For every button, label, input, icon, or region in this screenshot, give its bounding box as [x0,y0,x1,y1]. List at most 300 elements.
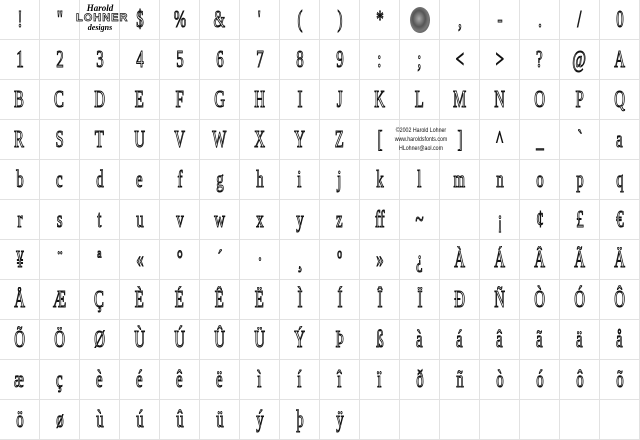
glyph: ( [297,6,302,33]
glyph-cell [520,360,560,400]
glyph: g [215,166,224,193]
glyph-cell [80,160,120,200]
glyph: ; [417,46,422,73]
glyph-cell [40,120,80,160]
glyph: ¥ [15,246,24,273]
glyph: 2 [55,46,64,73]
glyph: w [214,206,225,233]
glyph-cell [520,0,560,40]
glyph: ô [575,366,584,393]
logo-text: designs [87,23,113,32]
glyph-cell [560,200,600,240]
glyph-cell [0,280,40,320]
glyph: 4 [135,46,144,73]
glyph-cell [0,360,40,400]
glyph-cell [520,120,560,160]
glyph: * [375,6,384,33]
glyph: [ [377,126,382,153]
glyph: 5 [175,46,184,73]
glyph: L [414,86,425,113]
glyph-cell [560,40,600,80]
glyph: , [457,6,462,33]
glyph: D [94,86,105,113]
glyph: E [134,86,145,113]
glyph-cell [320,280,360,320]
glyph-cell [400,400,440,440]
glyph: Ò [534,286,545,313]
glyph: B [14,86,25,113]
glyph-cell [600,320,640,360]
glyph: ~ [415,206,424,233]
glyph: s [56,206,63,233]
glyph: þ [295,406,304,433]
glyph-cell [600,40,640,80]
glyph-cell [200,120,240,160]
glyph: ¢ [535,206,544,233]
glyph-cell [320,360,360,400]
glyph-cell [280,240,320,280]
glyph: è [96,366,103,393]
glyph-cell [280,160,320,200]
glyph-cell [520,240,560,280]
glyph-cell [240,120,280,160]
glyph-cell [0,40,40,80]
glyph-cell [160,80,200,120]
glyph-cell [560,280,600,320]
glyph: · [257,246,262,273]
glyph-cell [0,0,40,40]
glyph-cell [120,160,160,200]
glyph-cell [40,160,80,200]
glyph-cell [160,200,200,240]
glyph-cell [480,200,520,240]
glyph-cell [40,200,80,240]
glyph: Ì [297,286,302,313]
glyph: ö [15,406,24,433]
glyph-cell [80,80,120,120]
glyph: K [374,86,385,113]
glyph: ` [577,126,582,153]
glyph-cell [440,280,480,320]
glyph-cell [520,280,560,320]
glyph-cell [200,320,240,360]
glyph: F [175,86,184,113]
glyph: ê [176,366,183,393]
glyph-cell [520,160,560,200]
glyph: Ã [574,246,585,273]
glyph: 3 [95,46,104,73]
glyph: ] [457,126,462,153]
glyph-cell [320,200,360,240]
glyph-cell [120,120,160,160]
glyph: 9 [335,46,344,73]
glyph: P [575,86,584,113]
glyph-cell [0,320,40,360]
glyph: Ç [94,286,105,313]
glyph-cell [480,240,520,280]
glyph: H [254,86,265,113]
glyph: b [15,166,24,193]
glyph: ð [415,366,424,393]
glyph: I [297,86,302,113]
glyph: Ñ [494,286,505,313]
glyph-cell [400,0,440,40]
glyph: ú [135,406,144,433]
glyph-cell [0,80,40,120]
glyph-cell [160,160,200,200]
glyph-cell [520,320,560,360]
glyph: Â [534,246,545,273]
glyph-cell [320,240,360,280]
glyph-cell [520,400,560,440]
glyph-cell [400,160,440,200]
glyph-cell [280,200,320,240]
glyph: î [337,366,342,393]
glyph-cell [240,400,280,440]
glyph-cell [400,40,440,80]
glyph-cell [280,400,320,440]
glyph: ¿ [416,246,423,273]
glyph: £ [575,206,584,233]
glyph-cell [80,400,120,440]
glyph-cell [600,400,640,440]
glyph: M [452,86,467,113]
glyph-cell [160,320,200,360]
glyph-cell [400,360,440,400]
glyph: Å [14,286,25,313]
glyph-cell [40,0,80,40]
glyph: ó [535,366,544,393]
glyph-cell [200,360,240,400]
glyph-cell [120,80,160,120]
glyph-cell [600,240,640,280]
glyph: ¸ [297,246,302,273]
glyph-cell [360,400,400,440]
glyph: é [136,366,143,393]
glyph-cell [240,240,280,280]
glyph: ^ [495,126,503,153]
glyph-cell [320,80,360,120]
glyph: É [174,286,185,313]
glyph-cell [200,400,240,440]
glyph-cell [480,160,520,200]
glyph: € [615,206,624,233]
glyph: Ð [454,286,465,313]
glyph-cell [480,320,520,360]
glyph: h [255,166,264,193]
glyph-cell [280,120,320,160]
glyph: Þ [335,326,344,353]
glyph: ü [215,406,224,433]
glyph-cell [160,280,200,320]
glyph: Ö [54,326,65,353]
glyph-cell [240,0,280,40]
copyright-line: ©2002 Harold Lohner [395,127,447,134]
glyph-cell [240,160,280,200]
copyright-line: www.haroldsfonts.com [394,136,448,143]
glyph: k [375,166,384,193]
glyph-cell [440,240,480,280]
glyph: Ô [614,286,625,313]
glyph-cell [160,0,200,40]
glyph-cell [200,200,240,240]
glyph: á [456,326,463,353]
logo-text: Harold [86,3,114,13]
fingerprint-icon [410,7,430,33]
glyph-cell [600,360,640,400]
glyph: â [496,326,503,353]
glyph-cell [160,400,200,440]
glyph-cell [0,120,40,160]
glyph: È [134,286,145,313]
glyph: y [295,206,304,233]
glyph: & [213,6,226,33]
glyph: ý [255,406,264,433]
glyph: ù [95,406,104,433]
glyph-cell [320,400,360,440]
glyph: ï [377,366,382,393]
glyph-cell [480,80,520,120]
glyph-cell [440,40,480,80]
glyph: O [534,86,545,113]
logo-text: LOHNER [76,12,129,24]
glyph-cell [40,280,80,320]
glyph: A [614,46,625,73]
glyph-cell [440,80,480,120]
glyph: û [175,406,184,433]
glyph: ç [56,366,63,393]
glyph: d [95,166,104,193]
glyph-cell [360,320,400,360]
glyph: ? [536,46,543,73]
glyph-cell [360,0,400,40]
glyph-cell [120,280,160,320]
glyph: S [55,126,64,153]
glyph-cell [240,280,280,320]
glyph: e [136,166,143,193]
glyph: c [56,166,63,193]
glyph: v [175,206,184,233]
glyph-cell [360,240,400,280]
glyph: À [454,246,465,273]
glyph-cell [480,400,520,440]
glyph-cell [120,240,160,280]
glyph-cell [320,120,360,160]
glyph-cell [560,320,600,360]
glyph-cell [240,200,280,240]
glyph: X [254,126,265,153]
glyph-cell [440,400,480,440]
glyph: Ä [614,246,625,273]
glyph-cell [240,320,280,360]
glyph-cell [240,360,280,400]
glyph: à [416,326,423,353]
glyph-cell [0,400,40,440]
glyph: Y [294,126,305,153]
glyph-cell [600,280,640,320]
glyph: x [255,206,264,233]
glyph: Ê [214,286,225,313]
glyph: í [297,366,302,393]
glyph: . [537,6,542,33]
glyph-cell [600,80,640,120]
glyph: ° [176,246,183,273]
glyph: i [297,166,302,193]
glyph: t [97,206,102,233]
glyph: ÿ [335,406,344,433]
glyph: ñ [455,366,464,393]
glyph-cell [320,0,360,40]
glyph: m [453,166,466,193]
glyph: C [54,86,65,113]
glyph: $ [135,6,144,33]
glyph-cell [280,280,320,320]
glyph-cell [120,400,160,440]
copyright-line: HLohner@aol.com [399,145,443,152]
glyph-cell [560,360,600,400]
glyph: Ï [417,286,422,313]
glyph: 6 [215,46,224,73]
glyph-cell [200,40,240,80]
glyph: ¨ [57,246,62,273]
glyph: ò [495,366,504,393]
glyph-cell [40,360,80,400]
glyph-cell [600,160,640,200]
glyph: å [616,326,623,353]
glyph: / [577,6,582,33]
glyph-cell [360,280,400,320]
glyph-cell [80,360,120,400]
glyph-cell [80,200,120,240]
glyph-cell [200,80,240,120]
harold-lohner-logo [76,3,129,32]
glyph-cell [560,80,600,120]
glyph-cell [320,40,360,80]
glyph: Æ [52,286,67,313]
glyph: » [375,246,384,273]
glyph: Ý [294,326,305,353]
glyph-cell [400,240,440,280]
glyph-cell [80,280,120,320]
glyph: : [377,46,382,73]
glyph: Ë [254,286,265,313]
glyph-cell [560,240,600,280]
glyph: J [336,86,343,113]
glyph-cell [600,200,640,240]
glyph: f [177,166,182,193]
glyph-cell [280,80,320,120]
glyph-cell [360,40,400,80]
glyph: 1 [15,46,24,73]
glyph: 8 [295,46,304,73]
glyph-cell [520,40,560,80]
glyph: a [616,126,623,153]
glyph: « [135,246,144,273]
glyph-cell [360,200,400,240]
glyph-cell [280,40,320,80]
glyph-cell [440,200,480,240]
glyph-cell [160,40,200,80]
glyph-cell [480,0,520,40]
glyph-cell [440,360,480,400]
glyph: ø [55,406,64,433]
glyph-cell [400,80,440,120]
glyph-cell [600,120,640,160]
glyph: 0 [615,6,624,33]
glyph-cell [480,40,520,80]
glyph: Î [377,286,382,313]
glyph-cell [40,240,80,280]
glyph-cell [440,160,480,200]
glyph-cell [160,240,200,280]
glyph: G [214,86,225,113]
glyph-cell [160,360,200,400]
glyph-cell [0,240,40,280]
glyph: l [417,166,422,193]
glyph-cell [200,280,240,320]
glyph: @ [572,46,587,73]
glyph-cell [160,120,200,160]
glyph: ¡ [497,206,502,233]
glyph-cell [40,400,80,440]
glyph-cell [394,120,448,160]
glyph-cell [440,0,480,40]
glyph-cell [240,80,280,120]
copyright-notice [389,126,454,153]
glyph: ã [536,326,543,353]
glyph: U [134,126,145,153]
glyph: Q [614,86,625,113]
glyph: p [575,166,584,193]
glyph-cell [560,160,600,200]
glyph-cell [480,360,520,400]
glyph: ä [576,326,583,353]
glyph-cell [560,400,600,440]
glyph: _ [535,126,544,153]
glyph-cell [40,80,80,120]
glyph: Í [337,286,342,313]
glyph-cell [400,280,440,320]
glyph-cell [120,200,160,240]
glyph: ª [97,246,102,273]
glyph-cell [320,160,360,200]
glyph: Ù [134,326,145,353]
glyph: 7 [255,46,264,73]
glyph: ´ [217,246,222,273]
glyph: Ó [574,286,585,313]
glyph-cell [200,240,240,280]
glyph: z [336,206,343,233]
glyph-cell [200,0,240,40]
glyph-cell [360,360,400,400]
glyph-cell [400,320,440,360]
glyph-cell [480,120,520,160]
glyph-cell [360,80,400,120]
glyph: ì [257,366,262,393]
glyph-cell [520,80,560,120]
glyph: Ü [254,326,265,353]
glyph-cell [0,200,40,240]
glyph: u [135,206,144,233]
glyph: R [14,126,25,153]
glyph-cell [360,160,400,200]
glyph-cell [240,40,280,80]
glyph-cell [480,280,520,320]
glyph: ) [337,6,342,33]
glyph: q [615,166,624,193]
glyph-cell [76,0,129,40]
glyph-cell [80,40,120,80]
